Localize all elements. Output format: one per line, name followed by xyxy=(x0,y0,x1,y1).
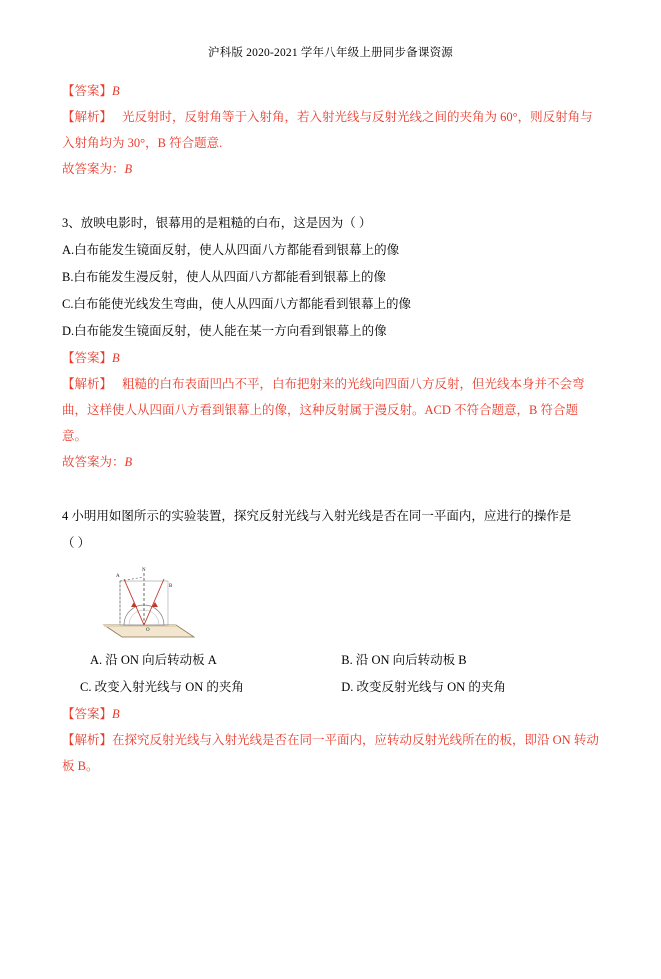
answer-value: B xyxy=(112,351,120,365)
page-header-title: 沪科版 2020-2021 学年八年级上册同步备课资源 xyxy=(208,47,453,59)
analysis-text: 在探究反射光线与入射光线是否在同一平面内，应转动反射光线所在的板，即沿 ON 转动板 B。 xyxy=(62,733,599,773)
answer-value: B xyxy=(112,84,120,98)
analysis-text: 粗糙的白布表面凹凸不平，白布把射来的光线向四面八方反射，但光线本身并不会弯曲，这样使人从四面八方看到银幕上的像，这种反射属于漫反射。ACD 不符合题意，B 符合题意。 xyxy=(62,377,585,443)
answer-line-3 xyxy=(62,345,599,371)
question-4-option-a: A. 沿 ON 向后转动板 A xyxy=(90,653,217,667)
conclusion-value: B xyxy=(124,455,133,469)
label-n: N xyxy=(142,568,146,573)
answer-tag: 【答案】 xyxy=(62,707,113,721)
answer-value: B xyxy=(112,707,120,721)
answer-block-4 xyxy=(62,701,599,779)
question-4-option-b: B. 沿 ON 向后转动板 B xyxy=(341,653,467,667)
answer-tag: 【答案】 xyxy=(62,84,113,98)
answer-line-4 xyxy=(62,701,599,727)
conclusion-label: 故答案为： xyxy=(62,455,125,469)
conclusion-value: B xyxy=(124,162,133,176)
label-b: B xyxy=(169,584,173,589)
question-4-option-d: D. 改变反射光线与 ON 的夹角 xyxy=(341,680,506,694)
answer-tag: 【答案】 xyxy=(62,351,113,365)
conclusion-line-3 xyxy=(62,449,599,475)
conclusion-label: 故答案为： xyxy=(62,162,125,176)
question-4-options-row-1 xyxy=(62,647,599,674)
question-4-option-c: C. 改变入射光线与 ON 的夹角 xyxy=(80,680,244,694)
question-3-option-d: D.白布能发生镜面反射，使人能在某一方向看到银幕上的像 xyxy=(62,324,387,338)
document-page xyxy=(0,44,661,979)
answer-block-1 xyxy=(62,78,599,182)
question-3-stem: 3、放映电影时，银幕用的是粗糙的白布，这是因为（ ） xyxy=(62,216,372,230)
question-3 xyxy=(62,210,599,475)
question-4-stem-line2: （ ） xyxy=(62,536,91,550)
conclusion-line-1 xyxy=(62,156,599,182)
question-4 xyxy=(62,503,599,779)
answer-line-1 xyxy=(62,78,599,104)
analysis-line-1 xyxy=(62,104,599,156)
analysis-line-3 xyxy=(62,371,599,449)
question-3-option-c: C.白布能使光线发生弯曲，使人从四面八方都能看到银幕上的像 xyxy=(62,297,411,311)
analysis-text: 光反射时，反射角等于入射角，若入射光线与反射光线之间的夹角为 60°，则反射角与入射角均为 30°，B 符合题意. xyxy=(62,110,593,150)
analysis-tag: 【解析】 xyxy=(62,110,113,124)
analysis-tag: 【解析】 xyxy=(62,733,113,747)
reflection-experiment-svg xyxy=(90,563,210,643)
question-4-options-row-2 xyxy=(62,674,599,701)
reflection-experiment-diagram xyxy=(90,563,210,643)
label-a: A xyxy=(116,574,120,579)
label-o: O xyxy=(146,628,150,633)
analysis-tag: 【解析】 xyxy=(62,377,113,391)
analysis-line-4 xyxy=(62,727,599,779)
answer-block-3 xyxy=(62,345,599,475)
question-3-option-b: B.白布能发生漫反射，使人从四面八方都能看到银幕上的像 xyxy=(62,270,386,284)
question-3-option-a: A.白布能发生镜面反射，使人从四面八方都能看到银幕上的像 xyxy=(62,243,400,257)
question-4-stem-line1: 4 小明用如图所示的实验装置，探究反射光线与入射光线是否在同一平面内，应进行的操作是 xyxy=(62,509,572,523)
